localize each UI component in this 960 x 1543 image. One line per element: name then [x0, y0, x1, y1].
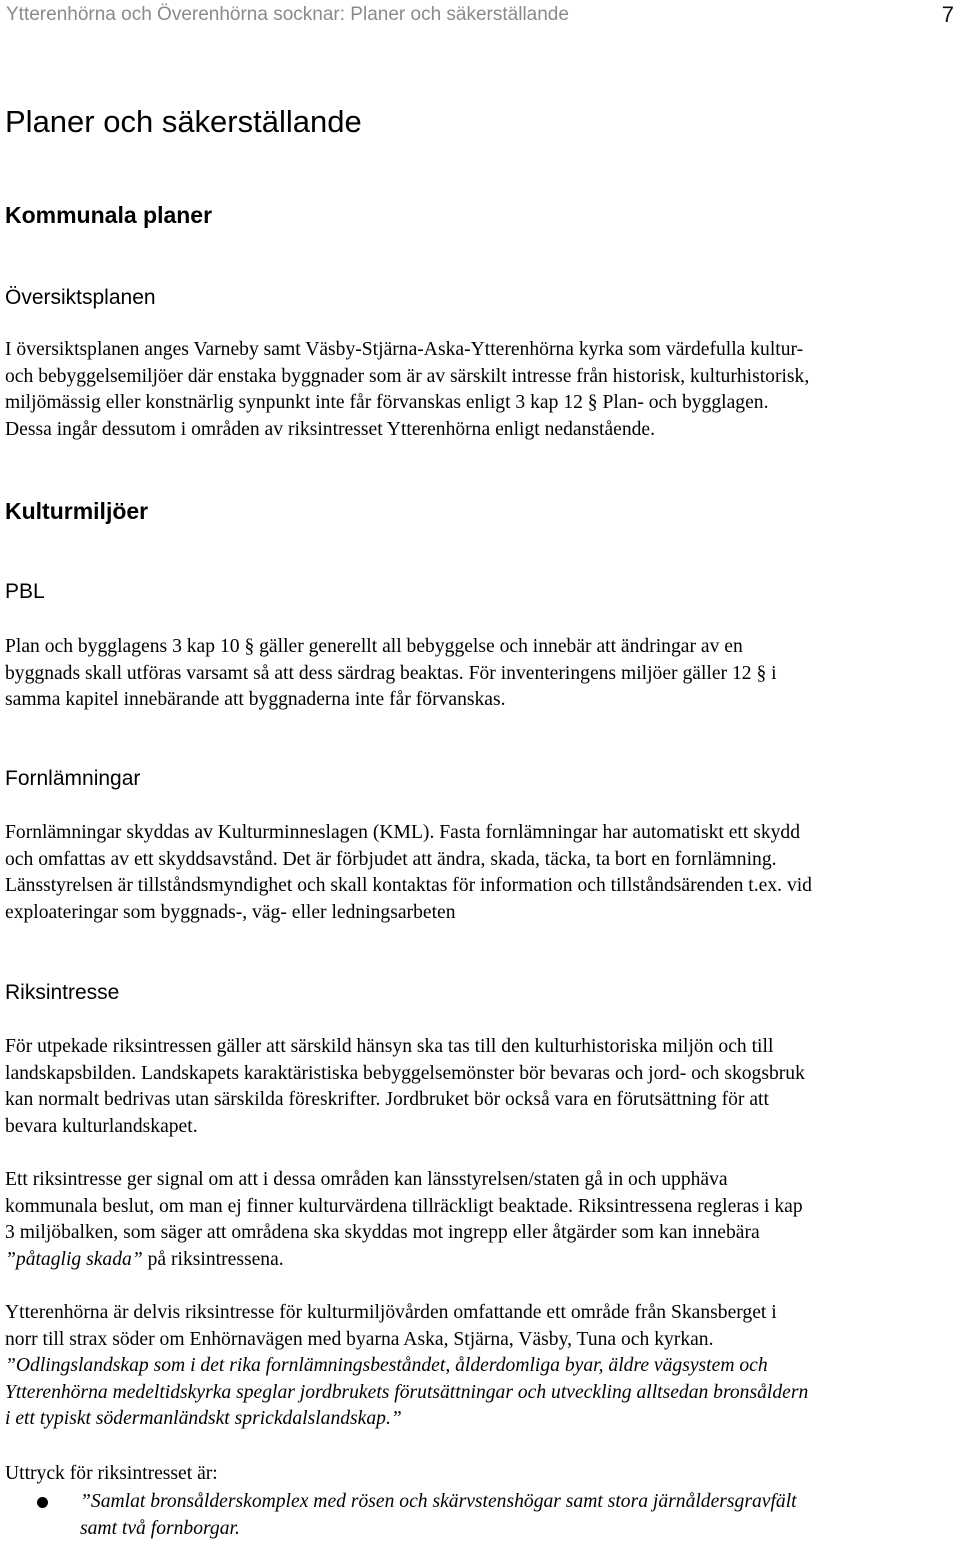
paragraph-riksintresse-1 — [5, 1034, 955, 1140]
section-heading-kulturmiljoer: Kulturmiljöer — [5, 498, 149, 524]
italic-quote: ”påtaglig skada” — [5, 1248, 143, 1270]
text-line: och omfattas av ett skyddsavstånd. Det är förbjudet att ändra, skada, täcka, ta bort en fornlämning. — [5, 848, 777, 870]
subheading-oversiktsplanen: Översiktsplanen — [5, 286, 156, 309]
text-line: 3 miljöbalken, som säger att områdena ska skyddas mot ingrepp eller åtgärder som kan innebära — [5, 1222, 760, 1243]
text-line: Plan och bygglagens 3 kap 10 § gäller generellt all bebyggelse och innebär att ändringar av en — [5, 636, 743, 657]
italic-quote-line: Ytterenhörna medeltidskyrka speglar jordbrukets förutsättningar och utveckling alltsedan bronsåldern — [5, 1381, 809, 1403]
running-header-title: Ytterenhörna och Överenhörna socknar: Planer och säkerställande — [6, 4, 569, 25]
page-number: 7 — [941, 2, 954, 27]
riksintresse-bullet-list — [0, 1489, 960, 1542]
text-line: bevara kulturlandskapet. — [5, 1115, 198, 1137]
text-line: miljömässig eller konstnärlig synpunkt inte får förvanskas enligt 3 kap 12 § Plan- och bygglagen. — [5, 392, 769, 413]
text-line: Dessa ingår dessutom i områden av riksintresset Ytterenhörna enligt nedanstående. — [5, 418, 656, 440]
riksintresse-expression-label — [5, 1461, 955, 1488]
text-line: samma kapitel innebärande att byggnaderna inte får förvanskas. — [5, 689, 506, 710]
subheading-pbl: PBL — [5, 580, 45, 603]
running-header — [6, 2, 954, 30]
text-line: Ytterenhörna är delvis riksintresse för kulturmiljövården omfattande ett område från Skansberget i — [5, 1302, 777, 1323]
text-line: kommunala beslut, om man ej finner kulturvärdena tillräckligt beaktade. Riksintressena regleras i kap — [5, 1195, 803, 1217]
paragraph-oversiktsplanen — [5, 337, 955, 443]
italic-quote-line: i ett typiskt södermanländskt sprickdalslandskap.” — [5, 1408, 402, 1429]
italic-quote-line: ”Odlingslandskap som i det rika fornlämningsbeståndet, ålderdomliga byar, äldre vägsystem och — [5, 1355, 768, 1376]
text-line: byggnads skall utföras varsamt så att dess särdrag beaktas. För inventeringens miljöer gäller 12 § i — [5, 662, 777, 684]
paragraph-pbl — [5, 634, 955, 714]
text-line: norr till strax söder om Enhörnavägen med byarna Aska, Stjärna, Väsby, Tuna och kyrkan. — [5, 1328, 714, 1350]
bullet-icon — [37, 1497, 48, 1508]
text-fragment: på riksintressena. — [142, 1248, 284, 1270]
text-line: För utpekade riksintressen gäller att särskild hänsyn ska tas till den kulturhistoriska miljön och till — [5, 1036, 774, 1057]
text-line: kan normalt bedrivas utan särskilda föreskrifter. Jordbruket bör också vara en förutsättning för att — [5, 1089, 769, 1110]
text-line — [5, 1247, 955, 1274]
text-line: och bebyggelsemiljöer där enstaka byggnader som är av särskilt intresse från historisk, kulturhistorisk, — [5, 365, 810, 387]
list-item — [0, 1489, 960, 1542]
page-title: Planer och säkerställande — [5, 104, 362, 139]
subheading-riksintresse: Riksintresse — [5, 981, 120, 1004]
paragraph-riksintresse-2 — [5, 1167, 955, 1273]
subheading-fornlamningar: Fornlämningar — [5, 767, 141, 790]
text-line: samt två fornborgar. — [80, 1517, 240, 1539]
paragraph-fornlamningar — [5, 820, 955, 926]
text-line: landskapsbilden. Landskapets karaktäristiska bebyggelsemönster bör bevaras och jord- och skogsbruk — [5, 1062, 805, 1084]
text-line: exploateringar som byggnads-, väg- eller ledningsarbeten — [5, 901, 456, 923]
text-line: I översiktsplanen anges Varneby samt Väsby-Stjärna-Aska-Ytterenhörna kyrka som värdefulla kultur- — [5, 339, 804, 360]
text-line: Uttryck för riksintresset är: — [5, 1463, 218, 1484]
text-line: Ett riksintresse ger signal om att i dessa områden kan länsstyrelsen/staten gå in och upphäva — [5, 1169, 728, 1190]
section-heading-kommunala-planer: Kommunala planer — [5, 202, 213, 228]
paragraph-riksintresse-3 — [5, 1300, 955, 1433]
text-line: ”Samlat bronsålderskomplex med rösen och skärvstenshögar samt stora järnåldersgravfält — [80, 1491, 797, 1512]
text-line: Länsstyrelsen är tillståndsmyndighet och skall kontaktas för information och tillståndsärenden t.ex. vid — [5, 875, 812, 896]
text-line: Fornlämningar skyddas av Kulturminneslagen (KML). Fasta fornlämningar har automatiskt ett skydd — [5, 822, 801, 843]
